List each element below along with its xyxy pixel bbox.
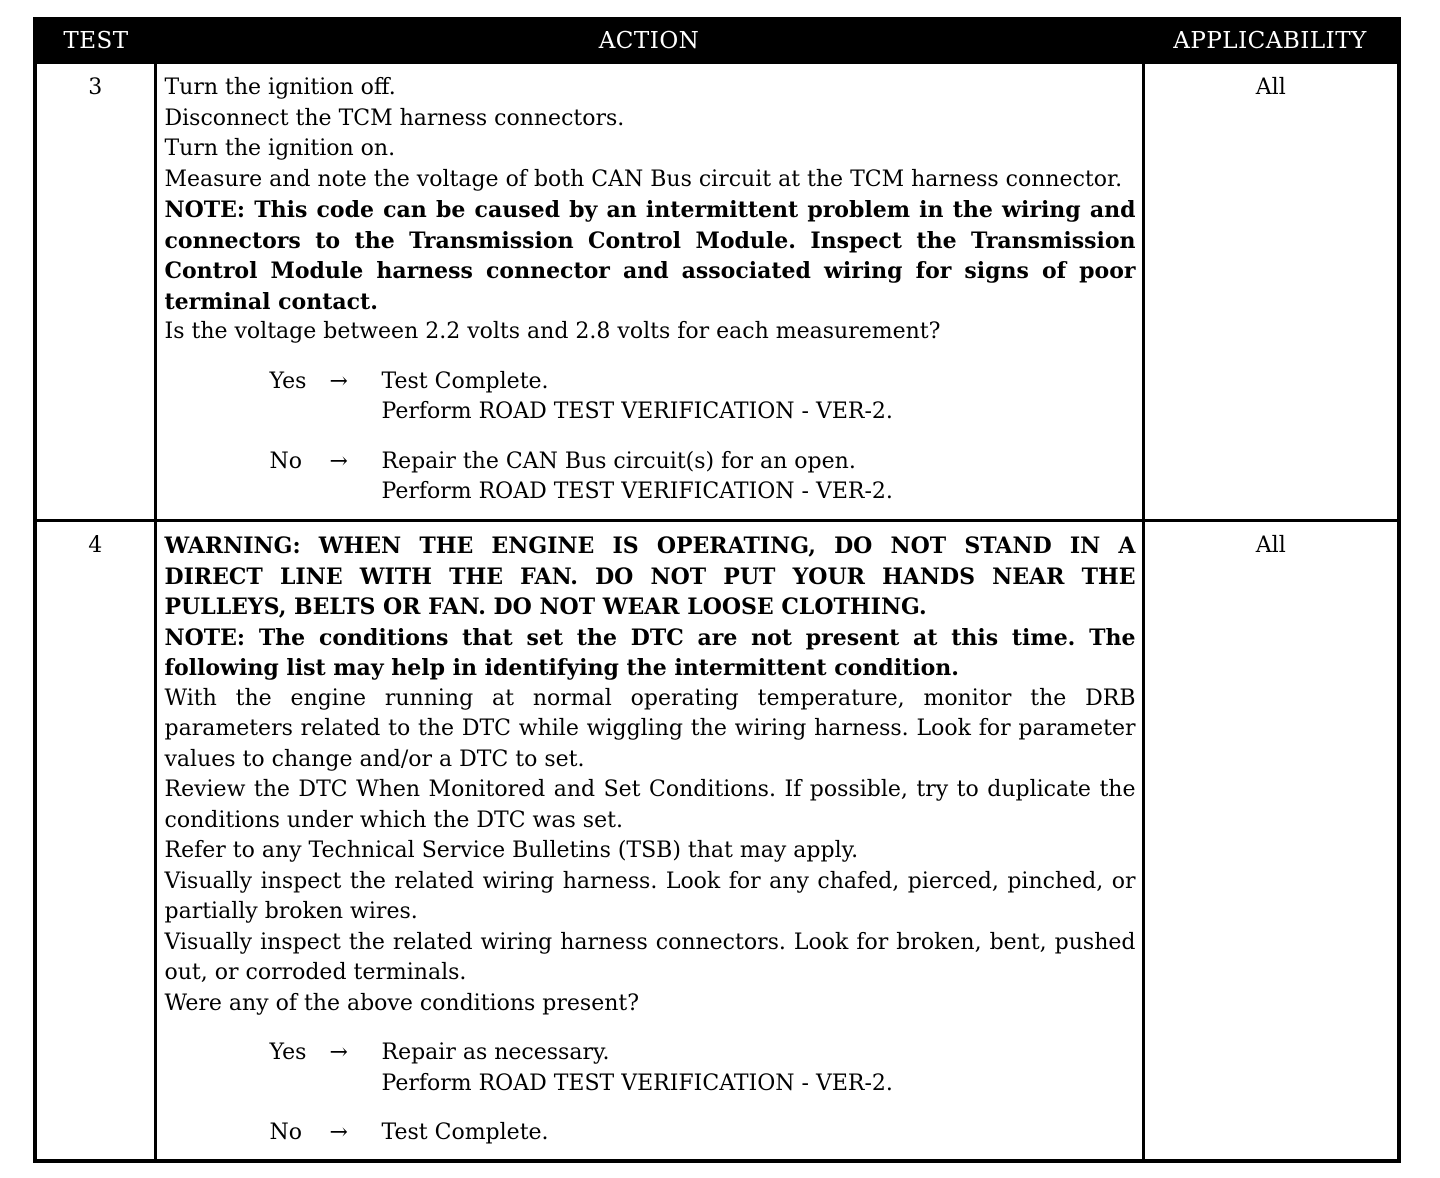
applicability-value: All xyxy=(1143,521,1399,1161)
step-text: Refer to any Technical Service Bulletins (TSB) that may apply. xyxy=(164,838,859,863)
answer-no-text xyxy=(382,1118,1136,1149)
test-number: 3 xyxy=(35,63,155,521)
answer-line: Repair as necessary. xyxy=(381,1040,610,1065)
step-text: Turn the ignition off. xyxy=(164,75,396,100)
answer-no xyxy=(270,447,1136,508)
question-text: Is the voltage between 2.2 volts and 2.8 volts for each measurement? xyxy=(164,319,941,344)
answer-no-label: No xyxy=(269,1120,302,1145)
step-text: Measure and note the voltage of both CAN Bus circuit at the TCM harness connector. xyxy=(164,166,1123,192)
header-test: TEST xyxy=(35,19,155,63)
answer-yes-label: Yes xyxy=(269,368,307,394)
answer-no-text xyxy=(382,447,1136,508)
answer-line: Perform ROAD TEST VERIFICATION - VER-2. xyxy=(381,479,893,504)
test-number: 4 xyxy=(35,521,155,1161)
answer-line: Repair the CAN Bus circuit(s) for an open. xyxy=(381,448,856,474)
answer-yes xyxy=(270,367,1136,428)
action-cell xyxy=(155,63,1143,521)
note-text: NOTE: The conditions that set the DTC are not present at this time. The following list may help in identifying the intermittent condition. xyxy=(164,624,1136,681)
step-text: Review the DTC When Monitored and Set Conditions. If possible, try to duplicate the conditions under which the DTC was set. xyxy=(164,777,1136,833)
answer-no-label: No xyxy=(269,448,302,474)
answer-yes-label: Yes xyxy=(269,1040,307,1065)
question-text: Were any of the above conditions present? xyxy=(164,990,640,1016)
answer-line: Perform ROAD TEST VERIFICATION - VER-2. xyxy=(381,399,893,424)
table-row-test-4 xyxy=(35,521,1399,1161)
step-text: Visually inspect the related wiring harness. Look for any chafed, pierced, pinched, or partially broken wires. xyxy=(164,868,1136,924)
right-arrow-icon: → xyxy=(329,368,348,394)
diagnostic-test-table xyxy=(33,17,1401,1163)
answer-line: Test Complete. xyxy=(381,368,549,394)
right-arrow-icon: → xyxy=(329,1040,348,1065)
action-cell xyxy=(155,521,1143,1161)
applicability-value: All xyxy=(1143,63,1399,521)
answer-list xyxy=(165,367,1136,508)
right-arrow-icon: → xyxy=(329,1120,348,1145)
right-arrow-icon: → xyxy=(329,448,348,474)
table-header-row xyxy=(35,19,1399,63)
step-text: Disconnect the TCM harness connectors. xyxy=(164,105,625,131)
answer-yes-text xyxy=(382,367,1136,428)
answer-yes xyxy=(270,1038,1136,1099)
step-text: Visually inspect the related wiring harness connectors. Look for broken, bent, pushed out, or corroded terminals. xyxy=(164,929,1136,985)
warning-text: WARNING: WHEN THE ENGINE IS OPERATING, DO NOT STAND IN A DIRECT LINE WITH THE FAN. DO NOT PUT YOUR HANDS NEAR THE PULLEYS, BELTS OR FAN. DO NOT WEAR LOOSE CLOTHING. xyxy=(164,533,1136,620)
answer-line: Test Complete. xyxy=(381,1120,549,1145)
answer-line: Perform ROAD TEST VERIFICATION - VER-2. xyxy=(381,1070,893,1096)
step-text: With the engine running at normal operating temperature, monitor the DRB parameters related to the DTC while wiggling the wiring harness. Look for parameter values to change and/or a DTC to set. xyxy=(164,685,1136,772)
answer-list xyxy=(165,1038,1136,1149)
answer-no xyxy=(270,1118,1136,1149)
answer-yes-text xyxy=(382,1038,1136,1099)
header-applicability: APPLICABILITY xyxy=(1143,19,1399,63)
table-row-test-3 xyxy=(35,63,1399,521)
note-text: NOTE: This code can be caused by an intermittent problem in the wiring and connectors to the Transmission Control Module. Inspect the Transmission Control Module harness connector and associated wiring for signs of poor terminal contact. xyxy=(164,197,1136,315)
step-text: Turn the ignition on. xyxy=(164,136,396,161)
header-action: ACTION xyxy=(155,19,1143,63)
